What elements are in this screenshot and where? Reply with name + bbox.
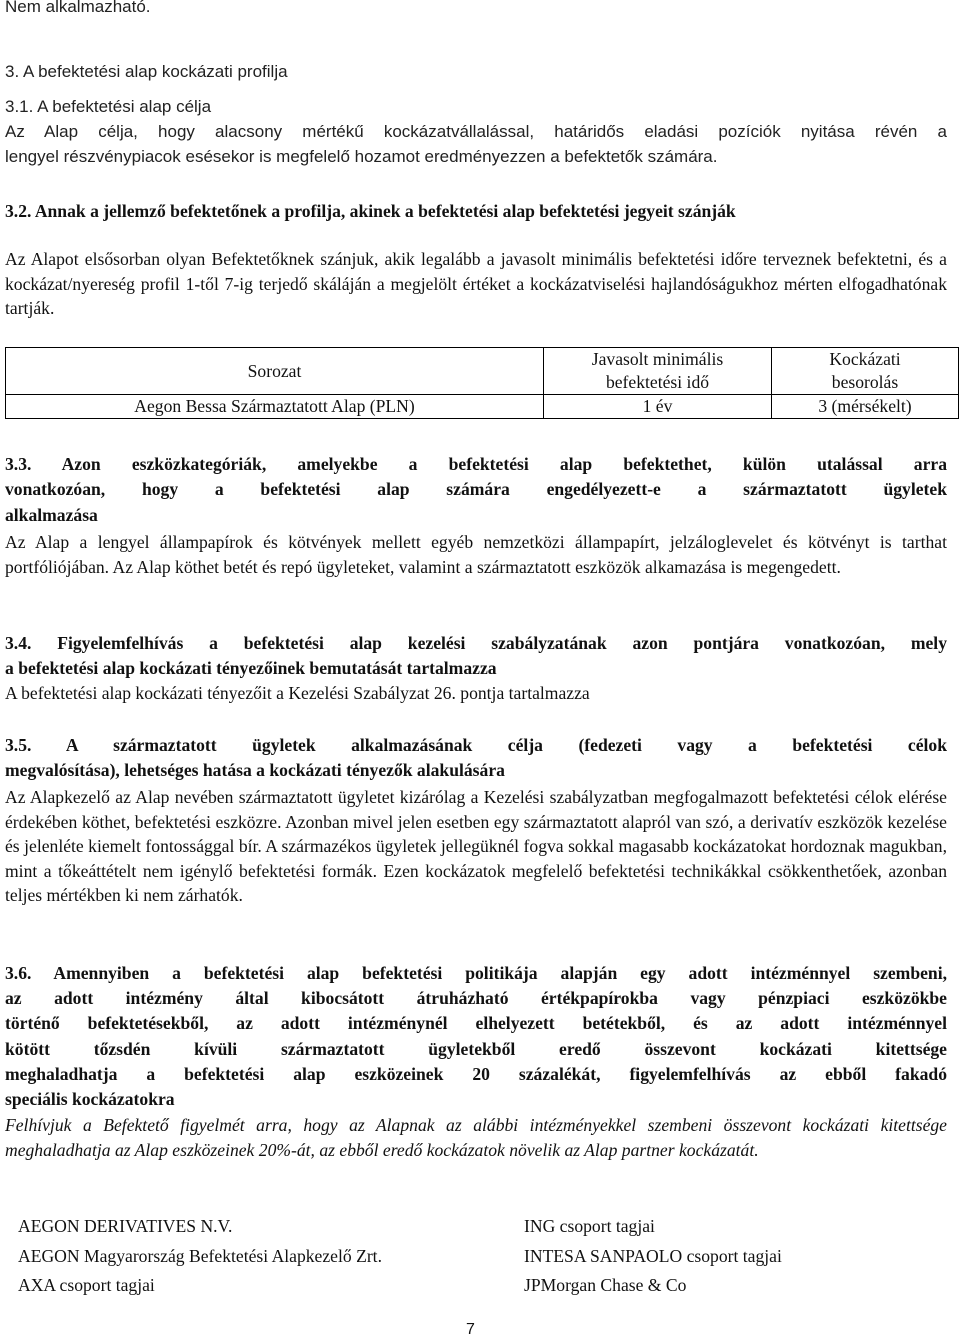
section-3-2-heading: 3.2. Annak a jellemző befektetőnek a profilja, akinek a befektetési alap befektetési jegyeit szánják <box>5 201 736 221</box>
institutions-right-list <box>524 1212 782 1301</box>
cell-risk: 3 (mérsékelt) <box>772 395 959 419</box>
section-3-6-heading-line-4: kötött tőzsdén kívüli származtatott ügyletekből eredő összevont kockázati kitettsége <box>5 1039 947 1059</box>
cell-series: Aegon Bessa Származtatott Alap (PLN) <box>6 395 544 419</box>
table-header-row <box>6 348 959 395</box>
section-3-1-line-1: Az Alap célja, hogy alacsony mértékű kockázatvállalással, határidős eladási pozíciók nyitása révén a <box>5 122 947 141</box>
intro-note: Nem alkalmazható. <box>5 0 151 16</box>
header-min-time-line-1: Javasolt minimális <box>591 349 724 369</box>
table-row <box>6 395 959 419</box>
risk-table <box>5 347 959 419</box>
section-3-6-heading-line-6: speciális kockázatokra <box>5 1089 175 1109</box>
section-3-6-body: Felhívjuk a Befektető figyelmét arra, hogy az Alapnak az alábbi intézményekkel szembeni összevont kockázati kitettsége meghaladhatja az Alap eszközeinek 20%-át, az ebből eredő kockázatok növelik az Alap partner kockázatát. <box>5 1115 947 1160</box>
header-min-time <box>544 348 772 395</box>
section-3-3-body: Az Alap a lengyel állampapírok és kötvények mellett egyéb nemzetközi állampapírt, jelzáloglevelet és kötvényt is tarthat portfóliójában. Az Alap köthet betét és repó ügyleteket, valamint a származtatott eszközök alkamazása is megengedett. <box>5 532 947 577</box>
section-3-1-heading: 3.1. A befektetési alap célja <box>5 97 212 116</box>
header-risk-line-2: besorolás <box>831 372 899 392</box>
section-3-1-line-2: lengyel részvénypiacok esésekor is megfelelő hozamot eredményezzen a befektetők számára. <box>5 147 718 166</box>
section-3-6-heading-line-2: az adott intézmény által kibocsátott átruházható értékpapírokba vagy pénzpiaci eszközökbe <box>5 988 947 1008</box>
section-3-3-heading-line-1: 3.3. Azon eszközkategóriák, amelyekbe a befektetési alap befektethet, külön utalással arra <box>5 454 947 474</box>
list-item: JPMorgan Chase & Co <box>524 1275 687 1295</box>
section-3-6-heading-line-1: 3.6. Amennyiben a befektetési alap befektetési politikája alapján egy adott intézménnyel szembeni, <box>5 963 947 983</box>
section-3-5-heading-line-2: megvalósítása), lehetséges hatása a kockázati tényezők alakulására <box>5 760 505 780</box>
header-series: Sorozat <box>6 348 544 395</box>
section-3-4-heading-line-2: a befektetési alap kockázati tényezőinek bemutatását tartalmazza <box>5 658 497 678</box>
section-3-4-body: A befektetési alap kockázati tényezőit a Kezelési Szabályzat 26. pontja tartalmazza <box>5 683 590 703</box>
list-item: INTESA SANPAOLO csoport tagjai <box>524 1245 782 1266</box>
page-number: 7 <box>466 1321 475 1338</box>
section-3-6-heading-line-5: meghaladhatja a befektetési alap eszközeinek 20 százalékát, figyelemfelhívás az ebből fakadó <box>5 1064 947 1084</box>
header-min-time-line-2: befektetési idő <box>605 372 710 392</box>
list-item: ING csoport tagjai <box>524 1216 655 1236</box>
cell-min-time: 1 év <box>544 395 772 419</box>
section-3-5-heading-line-1: 3.5. A származtatott ügyletek alkalmazásának célja (fedezeti vagy a befektetési célok <box>5 735 947 755</box>
list-item: AEGON Magyarország Befektetési Alapkezelő Zrt. <box>18 1245 382 1266</box>
list-item: AEGON DERIVATIVES N.V. <box>18 1216 233 1236</box>
section-3-3-heading-line-3: alkalmazása <box>5 505 98 525</box>
section-3-5-body: Az Alapkezelő az Alap nevében származtatott ügyletet kizárólag a Kezelési szabályzatban megfogalmazott befektetési célok elérése érdekében köthet, befektetési eszközre. Azonban mivel jelen esetben egy származtatott alapról van szó, a derivatív eszközök kezelése és jelenléte kiemelt fontossággal bír. A származékos ügyletek jellegüknél fogva sokkal magasabb kockázatokat hordoznak magukban, mint a tőkeáttételt nem igénylő befektetési formák. Ezen kockázatok megfelelő befektetési technikákkal csökkenthetőek, azonban teljes mértékben ki nem zárhatók. <box>5 787 947 906</box>
section-3-2-body: Az Alapot elsősorban olyan Befektetőknek szánjuk, akik legalább a javasolt minimális befektetési időre terveznek befektetni, és a kockázat/nyereség profil 1-től 7-ig terjedő skáláján a megjelölt értéket a kockázatviselési hajlandóságukhoz mérten elfogadhatónak tartják. <box>5 249 947 319</box>
header-risk-line-1: Kockázati <box>829 349 901 369</box>
header-risk <box>772 348 959 395</box>
institutions-left-list <box>18 1212 382 1301</box>
section-3-heading: 3. A befektetési alap kockázati profilja <box>5 62 288 81</box>
list-item: AXA csoport tagjai <box>18 1275 155 1295</box>
section-3-4-heading-line-1: 3.4. Figyelemfelhívás a befektetési alap kezelési szabályzatának azon pontjára vonatkozóan, mely <box>5 633 947 653</box>
section-3-3-heading-line-2: vonatkozóan, hogy a befektetési alap számára engedélyezett-e a származtatott ügyletek <box>5 479 947 499</box>
section-3-6-heading-line-3: történő befektetésekből, az adott intézménynél elhelyezett betétekből, és az adott intézménnyel <box>5 1013 947 1033</box>
